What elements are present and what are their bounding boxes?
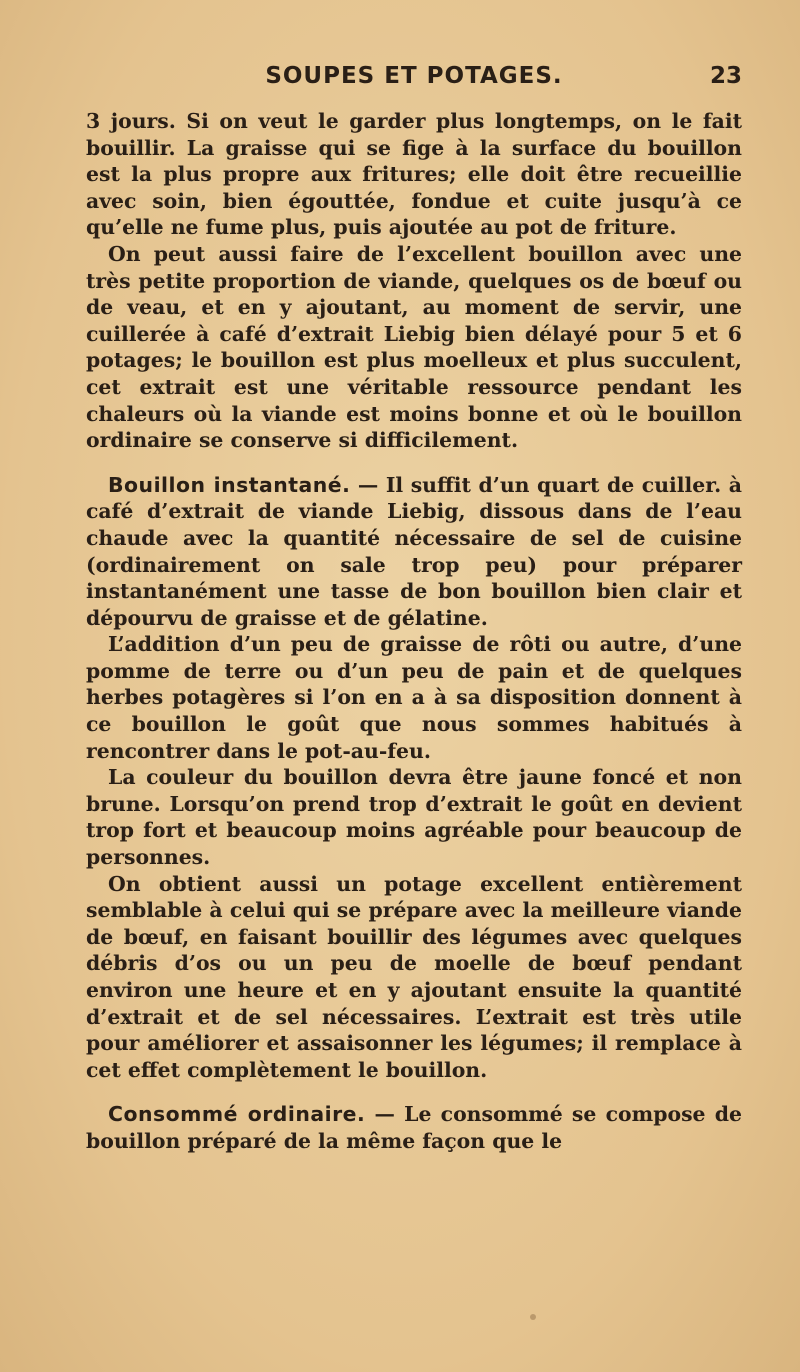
paragraph-text: 3 jours. Si on veut le garder plus longtemps, on le fait bouillir. La graisse qui se fige à la surface du bouillon est la plus propre aux fritures; elle doit être recueillie avec soin, bien égouttée, fondue et cuite jusqu’à ce qu’elle ne fume plus, puis ajoutée au pot de friture. <box>86 109 742 240</box>
paragraph <box>86 241 742 454</box>
recipe-heading: Consommé ordinaire. <box>108 1102 366 1127</box>
paragraph-text: On peut aussi faire de l’excellent bouillon avec une très petite proportion de viande, quelques os de bœuf ou de veau, et en y ajoutant, au moment de servir, une cuillerée à café d’extrait Liebig bien délayé pour 5 et 6 potages; le bouillon est plus moelleux et plus succulent, cet extrait est une véritable ressource pendant les chaleurs où la viande est moins bonne et où le bouillon ordinaire se conserve si difficilement. <box>86 241 742 453</box>
paper-speck <box>530 1314 536 1320</box>
paragraph-text: L’addition d’un peu de graisse de rôti ou autre, d’une pomme de terre ou d’un peu de pain et de quelques herbes potagères si l’on en a à sa disposition donnent à ce bouillon le goût que nous sommes habitués à rencontrer dans le pot-au-feu. <box>86 632 742 763</box>
paragraph-text: — Le consommé se compose de bouillon préparé de la même façon que le <box>86 1102 742 1153</box>
paragraph-text: On obtient aussi un potage excellent entièrement semblable à celui qui se prépare avec la meilleure viande de bœuf, en faisant bouillir des légumes avec quelques débris d’os ou un peu de moelle de bœuf pendant environ une heure et en y ajoutant ensuite la quantité d’extrait et de sel nécessaires. L’extrait est très utile pour améliorer et assaisonner les légumes; il remplace à cet effet complètement le bouillon. <box>86 871 742 1082</box>
recipe-heading: Bouillon instantané. <box>108 472 351 497</box>
paragraph <box>86 108 742 241</box>
recipe-paragraph <box>86 472 742 632</box>
page-number: 23 <box>709 63 742 89</box>
paragraph <box>86 764 742 870</box>
running-title: SOUPES ET POTAGES. <box>265 63 563 89</box>
body-text <box>86 108 742 1155</box>
paragraph <box>86 631 742 764</box>
paragraph-text: La couleur du bouillon devra être jaune foncé et non brune. Lorsqu’on prend trop d’extrait le goût en devient trop fort et beaucoup moins agréable pour beaucoup de personnes. <box>86 765 742 870</box>
recipe-paragraph <box>86 1101 742 1154</box>
paragraph-text: — Il suffit d’un quart de cuiller. à café d’extrait de viande Liebig, dissous dans de l’eau chaude avec la quantité nécessaire de sel de cuisine (ordinairement on sale trop peu) pour préparer instantanément une tasse de bon bouillon bien clair et dépourvu de graisse et de gélatine. <box>86 472 742 630</box>
paragraph <box>86 871 742 1084</box>
running-head <box>86 58 742 94</box>
